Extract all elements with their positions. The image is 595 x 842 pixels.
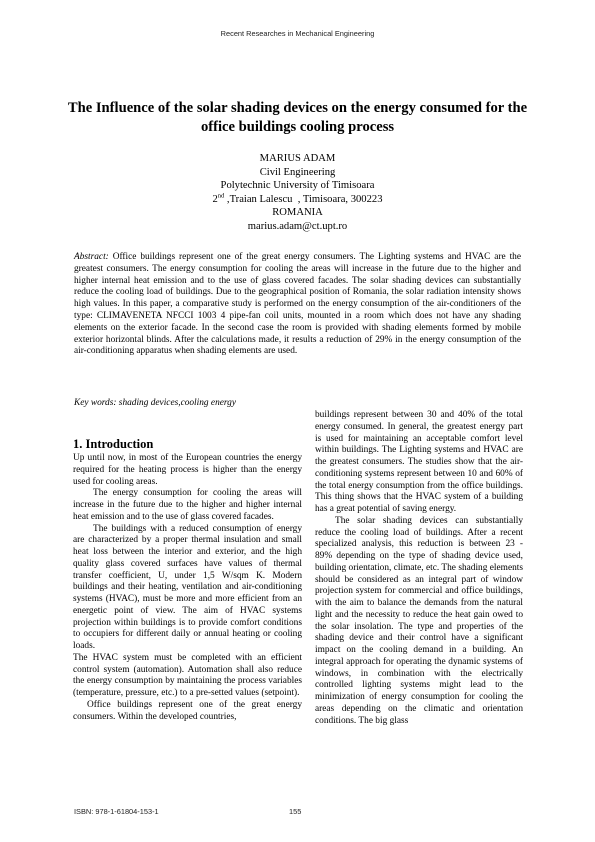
address-number: 2 bbox=[212, 193, 218, 205]
author-country: ROMANIA bbox=[272, 207, 323, 219]
author-block bbox=[60, 152, 535, 234]
paragraph: The solar shading devices can substantially reduce the cooling load of buildings. After a recent specialized analysis, this reduction is between 23 - 89% depending on the type of shading device used, building orientation, climate, etc. The shading elements should be considered as an integral part of window projection system for commercial and office buildings, with the aim to balance the demands from the natural light and the necessity to reduce the heat gain owed to the solar insolation. The type and properties of the shading device and their control have a significant impact on the cooling demand in a building. An integral approach for operating the dynamic systems of windows, in combination with the electrically controlled lighting systems might lead to the minimization of energy consumption for cooling the areas depending on the climatic and orientation conditions. The big glass bbox=[315, 515, 523, 726]
author-address bbox=[60, 193, 535, 207]
right-column bbox=[315, 410, 523, 727]
section-heading-introduction: 1. Introduction bbox=[73, 437, 154, 451]
paragraph: The HVAC system must be completed with an efficient control system (automation). Automation shall also reduce the energy consumption by maintaining the process variables (temperature, pressure, etc.) to a pre-setted values (setpoint). bbox=[73, 652, 302, 698]
author-department: Civil Engineering bbox=[259, 166, 336, 178]
paragraph: Office buildings represent one of the great energy consumers. Within the developed countries, bbox=[73, 699, 302, 722]
address-street: ,Traian Lalescu , Timisoara, 300223 bbox=[224, 193, 383, 205]
author-email[interactable]: marius.adam@ct.upt.ro bbox=[247, 220, 348, 232]
page-number: 155 bbox=[289, 807, 302, 816]
left-column bbox=[73, 437, 302, 723]
paragraph: The buildings with a reduced consumption of energy are characterized by a proper thermal insulation and small heat loss between the interior and exterior, and the high quality glass covered surfaces have values of thermal transfer coefficient, U, under 1,5 W/sqm K. Modern buildings and their heating, ventilation and air-conditioning systems (HVAC), must be more and more efficient from an energetic point of view. The aim of HVAC systems projection within buildings is to provide comfort conditions to occupiers for different daily or annual heating or cooling loads. bbox=[73, 523, 302, 651]
author-name: MARIUS ADAM bbox=[259, 153, 336, 164]
paragraph: Up until now, in most of the European countries the energy required for the heating process is higher than the energy used for cooling areas. bbox=[73, 453, 302, 487]
abstract-label: Abstract: bbox=[74, 252, 109, 262]
paragraph: buildings represent between 30 and 40% of the total energy consumed. In general, the greatest energy part is used for maintaining an acceptable comfort level within buildings. The Lighting systems and HVAC are the greatest consumers. The studies show that the air-conditioning systems represent between 10 and 60% of the total energy consumption from the office buildings. This thing shows that the HVAC system of a building has a great potential of saving energy. bbox=[315, 410, 523, 514]
keywords: Key words: shading devices,cooling energy bbox=[74, 398, 237, 408]
isbn: ISBN: 978-1-61804-153-1 bbox=[74, 807, 159, 816]
abstract bbox=[74, 252, 521, 358]
paper-title: The Influence of the solar shading devices on the energy consumed for the office buildings cooling process bbox=[67, 100, 528, 135]
abstract-text: Office buildings represent one of the great energy consumers. The Lighting systems and HVAC are the greatest consumers. The energy consumption for cooling the areas will increase in the future due to the higher and higher internal heat emission and to the use of glass covered facades. The solar shading devices can substantially reduce the cooling load of buildings. Due to the geographical position of Romania, the solar radiation intensity shows high values. In this paper, a comparative study is performed on the energy consumption of the air-conditioners of the type: CLIMAVENETA NFCCI 1003 4 pipe-fan coil units, mounted in a room which does not have any shading elements on the exterior facade. In the second case the room is provided with shading elements formed by mobile exterior horizontal blinds. After the calculations made, it results a reduction of 29% in the energy consumption of the air-conditioning apparatus when shading elements are used. bbox=[74, 252, 521, 357]
address-ordinal: nd bbox=[217, 192, 225, 200]
running-head: Recent Researches in Mechanical Engineering bbox=[220, 29, 375, 38]
author-university: Polytechnic University of Timisoara bbox=[220, 180, 375, 192]
paragraph: The energy consumption for cooling the areas will increase in the future due to the higher and higher internal heat emission and to the use of glass covered facades. bbox=[73, 488, 302, 522]
